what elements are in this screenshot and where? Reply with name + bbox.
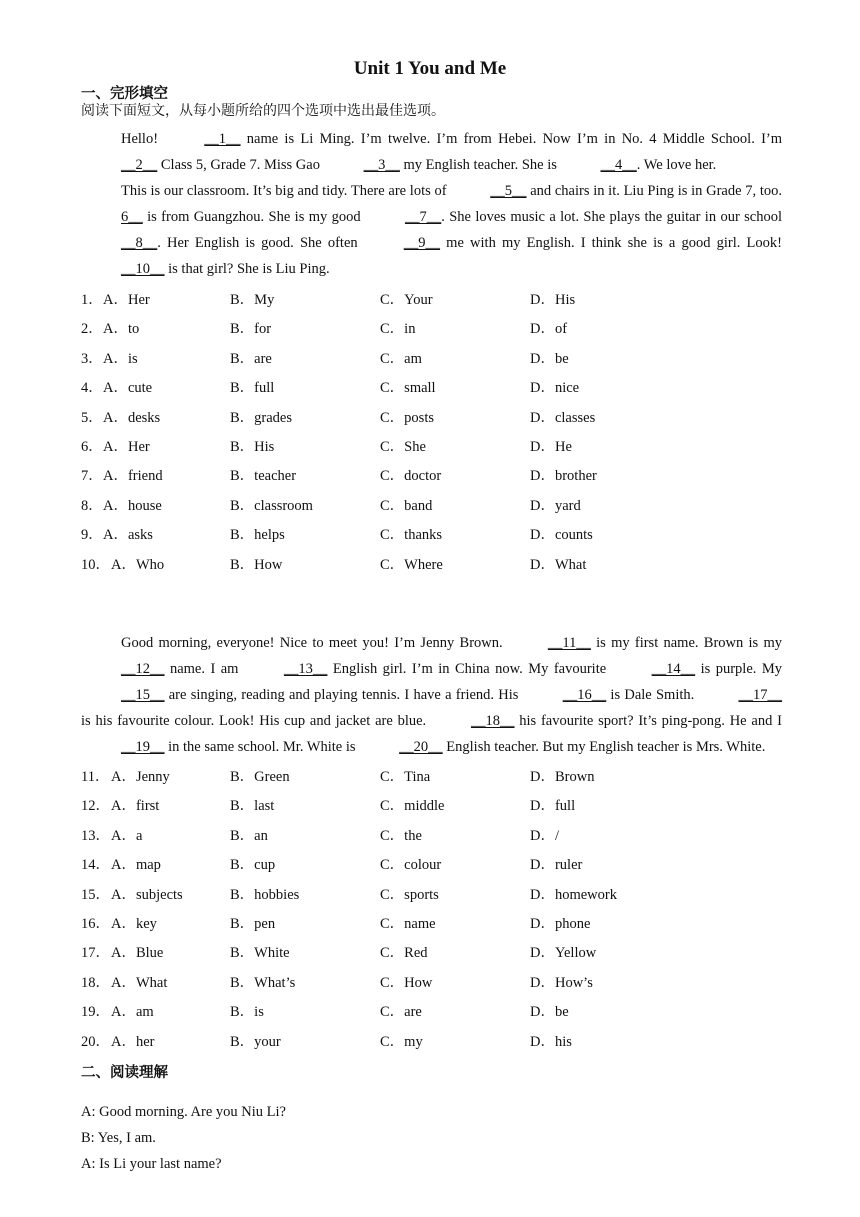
answer-blank: __9__ (403, 235, 441, 251)
question-row (81, 853, 781, 875)
option-d: D．be (530, 1004, 569, 1021)
option-a: A．desks (103, 409, 161, 426)
option-d: D．full (530, 798, 576, 815)
option-a: A．map (111, 857, 161, 874)
option-c: C．are (380, 1004, 422, 1021)
option-a: A．Blue (111, 945, 164, 962)
answer-blank: __8__ (121, 235, 158, 251)
question-number: 1． (81, 292, 103, 308)
passage-1 (81, 126, 782, 282)
question-row (81, 494, 781, 516)
option-d: D．ruler (530, 857, 583, 874)
option-c: C．How (380, 974, 433, 991)
question-row (81, 376, 781, 398)
question-number: 18． (81, 974, 110, 991)
option-d: D．counts (530, 527, 593, 544)
question-number: 17． (81, 945, 110, 962)
answer-blank: __19__ (121, 739, 165, 755)
answer-blank: __15__ (121, 687, 165, 703)
question-number: 16． (81, 916, 110, 932)
section-instruction: 阅读下面短文，从每小题所给的四个选项中选出最佳选项。 (81, 103, 445, 119)
option-a: A．Who (111, 556, 165, 573)
section-heading-cloze: 一、完形填空 (81, 86, 168, 102)
option-a: A．What (111, 974, 168, 991)
answer-blank: __3__ (363, 157, 400, 173)
option-c: C．Where (380, 556, 443, 573)
question-row (81, 971, 781, 993)
option-c: C．the (380, 827, 422, 844)
question-row (81, 1030, 781, 1052)
answer-blank: __16__ (562, 687, 607, 703)
option-b: B．His (230, 439, 275, 455)
question-row (81, 435, 781, 457)
option-b: B．classroom (230, 497, 313, 514)
option-a: A．house (103, 497, 162, 514)
question-number: 3． (81, 350, 103, 367)
option-c: C．small (380, 380, 436, 397)
option-d: D．phone (530, 916, 591, 932)
option-a: A．Her (103, 292, 150, 308)
passage-1-paragraph-2: This is our classroom. It’s big and tidy. There are lots of __5__ and chairs in it. Liu Ping is in Grade 7, too. 6__ is from Guangzhou. She is my good __7__. She loves music a lot. She plays the guitar in our school __8__. Her English is good. She often __9__ me with my English. I think she is a good girl. Look! __10__ is that girl? She is Liu Ping. (81, 178, 782, 282)
option-a: A．subjects (111, 886, 183, 903)
option-d: D．be (530, 350, 569, 367)
option-a: A．her (111, 1033, 155, 1050)
dialog-line: B: Yes, I am. (81, 1130, 156, 1146)
question-number: 19． (81, 1004, 110, 1021)
option-c: C．in (380, 321, 416, 338)
option-d: D．of (530, 321, 568, 338)
option-b: B．are (230, 350, 272, 367)
option-d: D．He (530, 439, 572, 455)
page-title: Unit 1 You and Me (353, 58, 507, 79)
answer-blank: __7__ (404, 209, 442, 225)
question-number: 2． (81, 321, 103, 338)
option-d: D．nice (530, 380, 580, 397)
dialog-line: A: Good morning. Are you Niu Li? (81, 1104, 286, 1120)
question-number: 10． (81, 556, 110, 573)
question-number: 15． (81, 886, 110, 903)
answer-blank: __13__ (283, 661, 328, 677)
option-c: C．am (380, 350, 422, 367)
option-b: B．an (230, 827, 268, 844)
option-d: D．classes (530, 409, 596, 426)
question-row (81, 553, 781, 575)
answer-blank: __4__ (600, 157, 637, 173)
option-c: C．She (380, 439, 426, 455)
option-b: B．last (230, 798, 275, 815)
passage-2 (81, 630, 782, 760)
option-c: C．doctor (380, 468, 442, 485)
option-b: B．grades (230, 409, 293, 426)
option-d: D．Brown (530, 769, 595, 785)
answer-blank: __18__ (470, 713, 515, 729)
question-row (81, 824, 781, 846)
question-row (81, 288, 781, 310)
question-row (81, 941, 781, 963)
option-b: B．is (230, 1004, 264, 1021)
option-a: A．to (103, 321, 140, 338)
option-a: A．cute (103, 380, 153, 397)
option-c: C．Tina (380, 769, 431, 785)
option-d: D．brother (530, 468, 597, 485)
question-number: 9． (81, 527, 103, 544)
option-b: B．How (230, 556, 283, 573)
question-row (81, 347, 781, 369)
option-a: A．is (103, 350, 138, 367)
option-b: B．for (230, 321, 272, 338)
option-d: D．homework (530, 886, 617, 903)
answer-blank: __5__ (490, 183, 527, 199)
answer-blank: __10__ (121, 261, 165, 277)
option-d: D．yard (530, 497, 581, 514)
passage-2-paragraph-1: Good morning, everyone! Nice to meet you! I’m Jenny Brown. __11__ is my first name. Brown is my __12__ name. I am __13__ English girl. I’m in China now. My favourite __14__ is purple. My __15__ are singing, reading and playing tennis. I have a friend. His __16__ is Dale Smith. __17__ is his favourite colour. Look! His cup and jacket are blue. __18__ his favourite sport? It’s ping-pong. He and I __19__ in the same school. Mr. White is __20__ English teacher. But my English teacher is Mrs. White. (81, 630, 782, 760)
question-row (81, 912, 781, 934)
option-b: B．White (230, 945, 290, 962)
option-d: D．What (530, 556, 587, 573)
question-number: 8． (81, 497, 103, 514)
answer-blank: __2__ (121, 157, 158, 173)
option-c: C．posts (380, 409, 434, 426)
option-b: B．My (230, 292, 275, 308)
option-a: A．am (111, 1004, 154, 1021)
answer-blank: __11__ (547, 635, 591, 651)
option-b: B．helps (230, 527, 285, 544)
question-row (81, 1000, 781, 1022)
dialog-line: A: Is Li your last name? (81, 1156, 222, 1172)
option-b: B．full (230, 380, 275, 397)
option-d: D．Yellow (530, 945, 597, 962)
answer-blank: 6__ (121, 209, 143, 225)
answer-blank: __17__ (738, 687, 782, 703)
question-number: 5． (81, 409, 103, 426)
option-c: C．Red (380, 945, 428, 962)
option-c: C．thanks (380, 527, 443, 544)
question-number: 7． (81, 468, 103, 485)
option-b: B．hobbies (230, 886, 300, 903)
option-d: D．his (530, 1033, 572, 1050)
option-b: B．your (230, 1033, 281, 1050)
option-a: A．a (111, 827, 143, 844)
answer-blank: __12__ (121, 661, 165, 677)
option-b: B．cup (230, 857, 276, 874)
option-b: B．What’s (230, 974, 296, 991)
option-a: A．Her (103, 439, 150, 455)
passage-1-paragraph-1: Hello! __1__ name is Li Ming. I’m twelve. I’m from Hebei. Now I’m in No. 4 Middle School. I’m __2__ Class 5, Grade 7. Miss Gao __3__ my English teacher. She is __4__. We love her. (81, 126, 782, 178)
question-number: 14． (81, 857, 110, 874)
question-row (81, 794, 781, 816)
question-row (81, 523, 781, 545)
option-c: C．sports (380, 886, 439, 903)
option-a: A．first (111, 798, 160, 815)
answer-blank: __20__ (399, 739, 443, 755)
option-c: C．middle (380, 798, 445, 815)
question-number: 4． (81, 380, 103, 397)
option-c: C．band (380, 497, 433, 514)
question-row (81, 464, 781, 486)
answer-blank: __1__ (204, 131, 241, 147)
option-c: C．name (380, 916, 436, 932)
option-d: D．/ (530, 827, 559, 844)
question-row (81, 883, 781, 905)
question-number: 11． (81, 769, 110, 785)
option-b: B．teacher (230, 468, 297, 485)
option-a: A．asks (103, 527, 153, 544)
section-heading-reading: 二、阅读理解 (81, 1065, 168, 1081)
option-a: A．Jenny (111, 769, 170, 785)
question-number: 12． (81, 798, 110, 815)
option-a: A．friend (103, 468, 163, 485)
option-c: C．colour (380, 857, 442, 874)
option-b: B．pen (230, 916, 276, 932)
question-row (81, 317, 781, 339)
option-c: C．Your (380, 292, 433, 308)
option-c: C．my (380, 1033, 423, 1050)
option-d: D．How’s (530, 974, 593, 991)
question-row (81, 765, 781, 787)
option-d: D．His (530, 292, 576, 308)
answer-blank: __14__ (651, 661, 696, 677)
question-number: 6． (81, 439, 103, 455)
question-row (81, 406, 781, 428)
question-number: 20． (81, 1033, 110, 1050)
option-b: B．Green (230, 769, 290, 785)
option-a: A．key (111, 916, 157, 932)
question-number: 13． (81, 827, 110, 844)
